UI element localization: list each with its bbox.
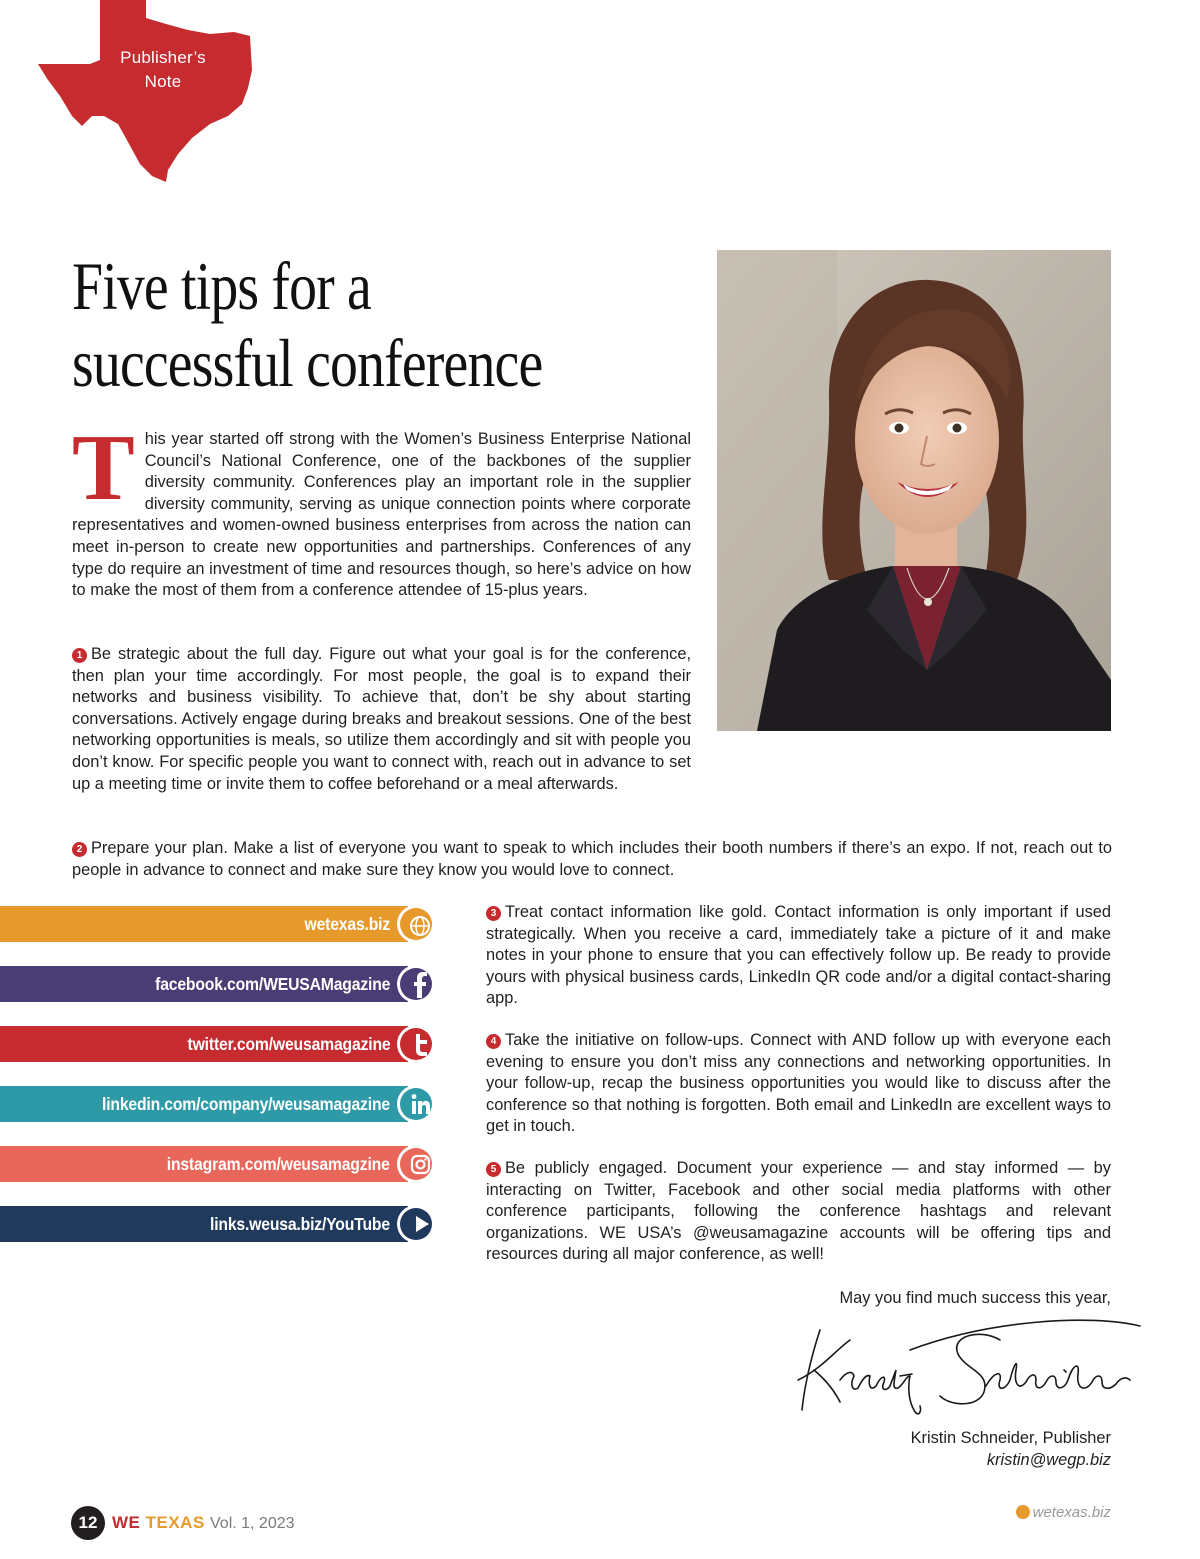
brand-we: WE <box>112 1513 141 1532</box>
headline-line-1: Five tips for a <box>72 248 371 324</box>
social-link-twitter[interactable] <box>0 1026 408 1062</box>
publishers-note-badge <box>38 0 252 182</box>
signatory-email[interactable]: kristin@wegp.biz <box>986 1451 1111 1469</box>
social-link-instagram[interactable] <box>0 1146 408 1182</box>
social-link-label: facebook.com/WEUSAMagazine <box>154 974 390 994</box>
volume-label: Vol. 1, 2023 <box>210 1515 295 1532</box>
tip-1 <box>72 644 691 795</box>
tip-number-badge: 3 <box>486 906 501 921</box>
tip-number-badge: 2 <box>72 842 87 857</box>
tip-5 <box>486 1158 1111 1266</box>
drop-cap: T <box>72 416 135 520</box>
article-headline <box>72 248 580 402</box>
globe-icon <box>1016 1505 1030 1519</box>
tip-text: Take the initiative on follow-ups. Connect with AND follow up with everyone each evening to ensure you don’t miss any connections and networking opportunities. In your follow-up, recap the business opportunities you would like to discuss after the conference so that nothing is forgotten. Both email and LinkedIn are excellent ways to get in touch. <box>486 1030 1111 1136</box>
social-link-linkedin[interactable] <box>0 1086 408 1122</box>
badge-line-1: Publisher’s <box>120 48 206 67</box>
handwritten-signature <box>790 1310 1150 1430</box>
social-link-label: linkedin.com/company/weusamagazine <box>102 1094 390 1114</box>
closing-line: May you find much success this year, <box>839 1289 1111 1307</box>
tip-2 <box>72 838 1112 881</box>
social-link-website[interactable] <box>0 906 408 942</box>
intro-text: his year started off strong with the Women’s Business Enterprise National Council’s National Conference, one of the backbones of the supplier diversity community. Conferences play an important role in the supplier diversity community, serving as unique connection points where corporate representatives and women-owned business enterprises from across the nation can meet in-person to create new opportunities and partnerships. Conferences of any type do require an investment of time and resources though, so here’s advice on how to make the most of them from a conference attendee of 15-plus years. <box>72 430 691 600</box>
twitter-icon <box>396 1024 436 1064</box>
tip-text: Prepare your plan. Make a list of everyone you want to speak to which includes their booth numbers if there’s an expo. If not, reach out to people in advance to connect and make sure they know you would love to connect. <box>72 839 1112 879</box>
tip-text: Treat contact information like gold. Contact information is only important if used strategically. When you receive a card, immediately take a picture of it and make notes in your phone to ensure that you can effectively follow up. Be ready to provide yours with physical business cards, LinkedIn QR code and/or a digital contact-sharing app. <box>486 903 1111 1008</box>
instagram-icon <box>396 1144 436 1184</box>
signatory-name-title: Kristin Schneider, Publisher <box>910 1429 1111 1447</box>
footer-website[interactable] <box>1016 1504 1111 1521</box>
social-link-facebook[interactable] <box>0 966 408 1002</box>
intro-paragraph <box>72 416 691 602</box>
social-link-label: links.weusa.biz/YouTube <box>210 1214 390 1234</box>
headline-line-2: successful conference <box>72 325 543 401</box>
magazine-brand <box>112 1513 205 1533</box>
social-link-label: instagram.com/weusamagzine <box>167 1154 390 1174</box>
youtube-icon <box>396 1204 436 1244</box>
social-link-label: wetexas.biz <box>304 914 390 934</box>
social-link-label: twitter.com/weusamagazine <box>187 1034 390 1054</box>
tip-4 <box>486 1030 1111 1138</box>
tip-number-badge: 5 <box>486 1162 501 1177</box>
tip-3 <box>486 902 1111 1010</box>
tip-text: Be strategic about the full day. Figure out what your goal is for the conference, then plan your time accordingly. For most people, the goal is to expand their networks and business visibility. To achieve that, don’t be shy about starting conversations. Actively engage during breaks and breakout sessions. One of the best networking opportunities is meals, so utilize them accordingly and sit with people you don’t know. For specific people you want to connect with, reach out in advance to set up a meeting time or invite them to coffee beforehand or a meal afterwards. <box>72 645 691 793</box>
globe-icon <box>396 904 436 944</box>
page-number: 12 <box>71 1506 105 1540</box>
facebook-icon <box>396 964 436 1004</box>
tip-number-badge: 4 <box>486 1034 501 1049</box>
brand-texas: TEXAS <box>145 1513 205 1532</box>
badge-line-2: Note <box>144 72 182 91</box>
tips-right-column <box>486 902 1111 1286</box>
social-link-youtube[interactable] <box>0 1206 408 1242</box>
linkedin-icon <box>396 1084 436 1124</box>
tip-number-badge: 1 <box>72 648 87 663</box>
tip-text: Be publicly engaged. Document your experience — and stay informed — by interacting on Twitter, Facebook and other social media platforms with other conference participants, following the conference hashtags and relevant organizations. WE USA’s @weusamagazine accounts will be offering tips and resources during all major conference, as well! <box>486 1158 1111 1264</box>
footer-website-label: wetexas.biz <box>1032 1504 1111 1521</box>
publisher-portrait-photo <box>717 250 1111 731</box>
